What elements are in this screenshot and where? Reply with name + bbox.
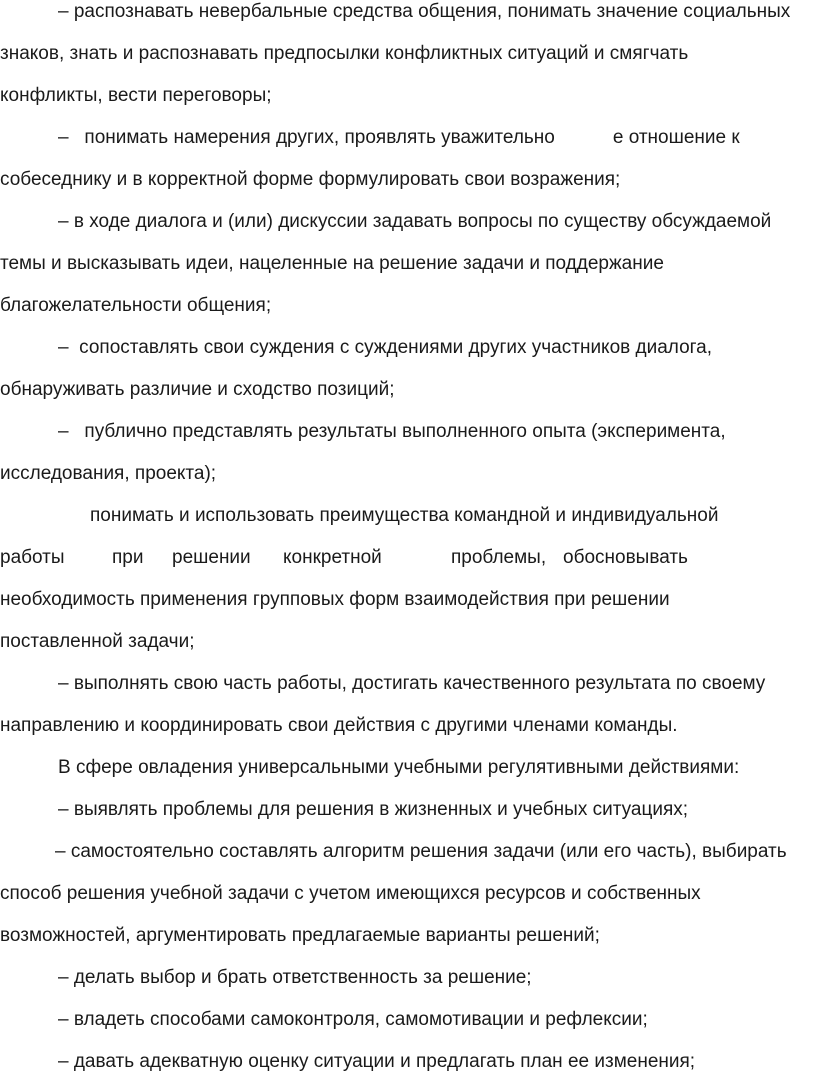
- word: конкретной: [283, 547, 382, 568]
- word: обосновывать: [563, 547, 688, 568]
- text-line: способ решения учебной задачи с учетом имеющихся ресурсов и собственных: [0, 883, 701, 904]
- text-line: – самостоятельно составлять алгоритм решения задачи (или его часть), выбирать: [55, 841, 787, 862]
- text-line: – публично представлять результаты выполненного опыта (эксперимента,: [58, 421, 726, 442]
- text-line: понимать и использовать преимущества командной и индивидуальной: [90, 505, 719, 526]
- text-line: благожелательности общения;: [0, 295, 272, 316]
- text-line: – выполнять свою часть работы, достигать качественного результата по своему: [58, 673, 766, 694]
- text-line: собеседнику и в корректной форме формулировать свои возражения;: [0, 169, 621, 190]
- text-line: возможностей, аргументировать предлагаемые варианты решений;: [0, 925, 600, 946]
- text-line: знаков, знать и распознавать предпосылки конфликтных ситуаций и смягчать: [0, 43, 689, 64]
- word: работы: [0, 547, 65, 568]
- text-line: темы и высказывать идеи, нацеленные на решение задачи и поддержание: [0, 253, 664, 274]
- text-line: – делать выбор и брать ответственность за решение;: [58, 967, 532, 988]
- word: проблемы,: [451, 547, 547, 568]
- text-line: – понимать намерения других, проявлять уважительно е отношение к: [58, 127, 740, 148]
- word: решении: [172, 547, 251, 568]
- text-line: – владеть способами самоконтроля, самомотивации и рефлексии;: [58, 1009, 648, 1030]
- text-line: – давать адекватную оценку ситуации и предлагать план ее изменения;: [58, 1051, 696, 1072]
- text-line: обнаруживать различие и сходство позиций;: [0, 379, 395, 400]
- text-line: направлению и координировать свои действия с другими членами команды.: [0, 715, 678, 736]
- text-line-justified: [0, 546, 816, 570]
- text-line: – выявлять проблемы для решения в жизненных и учебных ситуациях;: [58, 799, 689, 820]
- word: при: [112, 547, 144, 568]
- text-line: – сопоставлять свои суждения с суждениями других участников диалога,: [58, 337, 713, 358]
- text-line: – в ходе диалога и (или) дискуссии задавать вопросы по существу обсуждаемой: [58, 211, 772, 232]
- text-line: – распознавать невербальные средства общения, понимать значение социальных: [58, 1, 791, 22]
- text-line: необходимость применения групповых форм взаимодействия при решении: [0, 589, 670, 610]
- text-line: поставленной задачи;: [0, 631, 195, 652]
- text-line: конфликты, вести переговоры;: [0, 85, 272, 106]
- text-line: В сфере овладения универсальными учебными регулятивными действиями:: [58, 757, 740, 778]
- text-line: исследования, проекта);: [0, 463, 217, 484]
